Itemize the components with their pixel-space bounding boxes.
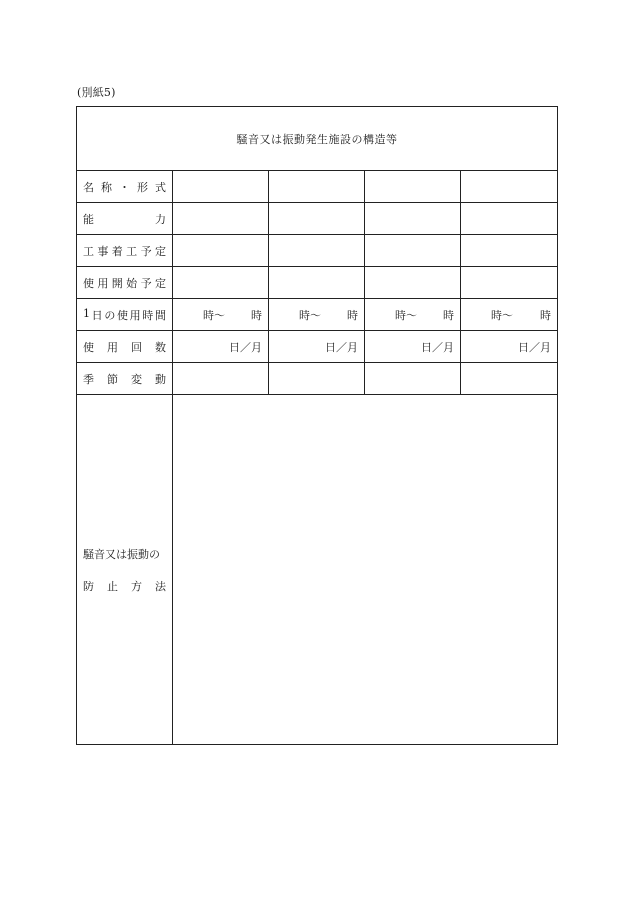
prevention-label-cell xyxy=(77,395,173,745)
construction-cell-2[interactable] xyxy=(269,235,365,267)
time-to: 時 xyxy=(251,308,262,322)
name-cell-4[interactable] xyxy=(461,171,558,203)
construction-label: 工 事 着 工 予 定 xyxy=(83,244,166,258)
time-from: 時〜 xyxy=(299,308,321,322)
time-from: 時〜 xyxy=(395,308,417,322)
usage-unit: 日／月 xyxy=(518,340,552,354)
construction-row xyxy=(77,235,558,267)
name-cell-2[interactable] xyxy=(269,171,365,203)
capacity-label: 能 力 xyxy=(83,212,166,226)
usage-count-label-cell xyxy=(77,331,173,363)
start-label: 使 用 開 始 予 定 xyxy=(83,276,166,290)
seasonal-cell-2[interactable] xyxy=(269,363,365,395)
prevention-label-line2: 防 止 方 法 xyxy=(83,579,166,593)
title-row xyxy=(77,107,558,171)
usage-unit: 日／月 xyxy=(421,340,454,354)
prevention-label-line1: 騒音又は振動の xyxy=(83,547,160,561)
form-title: 騒音又は振動発生施設の構造等 xyxy=(77,107,558,171)
daily-hours-label: 1 日 の 使 用 時 間 xyxy=(83,306,166,322)
construction-cell-1[interactable] xyxy=(173,235,269,267)
prevention-method-field[interactable] xyxy=(173,395,558,745)
construction-cell-3[interactable] xyxy=(365,235,461,267)
start-cell-3[interactable] xyxy=(365,267,461,299)
seasonal-cell-3[interactable] xyxy=(365,363,461,395)
time-to: 時 xyxy=(347,308,358,322)
seasonal-label-cell xyxy=(77,363,173,395)
usage-count-cell-4[interactable] xyxy=(461,331,558,363)
usage-count-label: 使 用 回 数 xyxy=(83,340,166,354)
page-label: (別紙5) xyxy=(77,86,116,99)
seasonal-cell-1[interactable] xyxy=(173,363,269,395)
start-cell-4[interactable] xyxy=(461,267,558,299)
name-label: 名 称 ・ 形 式 xyxy=(83,180,166,194)
seasonal-label: 季 節 変 動 xyxy=(83,372,166,386)
daily-hours-cell-2[interactable] xyxy=(269,299,365,331)
usage-count-cell-1[interactable] xyxy=(173,331,269,363)
usage-count-cell-3[interactable] xyxy=(365,331,461,363)
time-to: 時 xyxy=(443,308,454,322)
start-label-cell xyxy=(77,267,173,299)
name-cell-3[interactable] xyxy=(365,171,461,203)
usage-unit: 日／月 xyxy=(325,340,358,354)
seasonal-cell-4[interactable] xyxy=(461,363,558,395)
daily-hours-cell-4[interactable] xyxy=(461,299,558,331)
daily-hours-cell-1[interactable] xyxy=(173,299,269,331)
usage-unit: 日／月 xyxy=(229,340,262,354)
start-row xyxy=(77,267,558,299)
capacity-cell-3[interactable] xyxy=(365,203,461,235)
construction-cell-4[interactable] xyxy=(461,235,558,267)
daily-hours-cell-3[interactable] xyxy=(365,299,461,331)
construction-label-cell xyxy=(77,235,173,267)
name-label-cell xyxy=(77,171,173,203)
capacity-row xyxy=(77,203,558,235)
name-cell-1[interactable] xyxy=(173,171,269,203)
usage-count-row xyxy=(77,331,558,363)
usage-count-cell-2[interactable] xyxy=(269,331,365,363)
prevention-row xyxy=(77,395,558,745)
daily-hours-row xyxy=(77,299,558,331)
time-to: 時 xyxy=(540,308,552,322)
capacity-label-cell xyxy=(77,203,173,235)
name-row xyxy=(77,171,558,203)
capacity-cell-4[interactable] xyxy=(461,203,558,235)
start-cell-2[interactable] xyxy=(269,267,365,299)
facility-structure-form xyxy=(76,106,558,745)
capacity-cell-1[interactable] xyxy=(173,203,269,235)
seasonal-row xyxy=(77,363,558,395)
time-from: 時〜 xyxy=(491,308,513,322)
capacity-cell-2[interactable] xyxy=(269,203,365,235)
time-from: 時〜 xyxy=(203,308,225,322)
daily-hours-label-cell xyxy=(77,299,173,331)
start-cell-1[interactable] xyxy=(173,267,269,299)
